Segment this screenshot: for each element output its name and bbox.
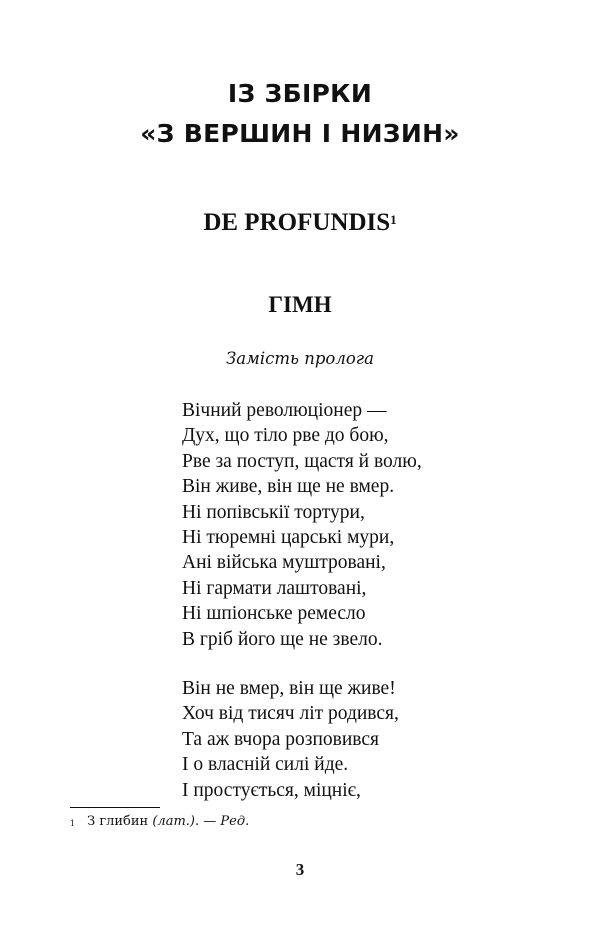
footnote-editor-abbrev: Ред.	[220, 814, 250, 829]
poem-line: Та аж вчора розповився	[182, 728, 380, 750]
section-title-line2: «З ВЕРШИН І НИЗИН»	[140, 119, 460, 148]
poem-line: І о власній силі йде.	[182, 754, 349, 776]
footnote-reference[interactable]: 1	[390, 212, 397, 227]
footnote-divider	[70, 807, 160, 808]
poem-line: Він не вмер, він ще живе!	[182, 678, 396, 699]
cycle-title-text: DE PROFUNDIS	[203, 209, 391, 236]
poem-epigraph: Замість пролога	[226, 349, 374, 368]
poem-line: В гріб його ще не звело.	[182, 628, 383, 650]
section-title-line1: ІЗ ЗБІРКИ	[227, 79, 373, 108]
stanza-1	[182, 398, 422, 652]
footnote-text: З глибин	[87, 814, 153, 829]
footnote	[70, 812, 249, 832]
poem-line: Ні попівськії тортури,	[182, 501, 365, 523]
stanza-2	[182, 676, 399, 803]
poem-line: Рве за поступ, щастя й волю,	[182, 450, 422, 472]
poem-line: Дух, що тіло рве до бою,	[182, 425, 389, 447]
footnote-separator: . —	[195, 814, 221, 829]
poem-title: ГІМН	[268, 292, 332, 317]
poem-line: Він живе, він ще не вмер.	[182, 476, 395, 498]
poem-line: Ні тюремні царські мури,	[182, 527, 395, 549]
cycle-title	[0, 203, 600, 243]
footnote-lang-abbrev: (лат.)	[152, 814, 195, 829]
poem-line: Ні шпіонське ремесло	[182, 603, 366, 625]
poem-line: Вічний революціонер —	[182, 400, 387, 421]
poem-line: Хоч від тисяч літ родився,	[182, 703, 399, 725]
footnote-mark: 1	[70, 819, 76, 828]
poem-line: І простується, міцніє,	[182, 779, 361, 801]
poem-line: Ані війська муштровані,	[182, 552, 386, 574]
page-number: 3	[295, 860, 305, 879]
poem-line: Ні гармати лаштовані,	[182, 577, 367, 599]
